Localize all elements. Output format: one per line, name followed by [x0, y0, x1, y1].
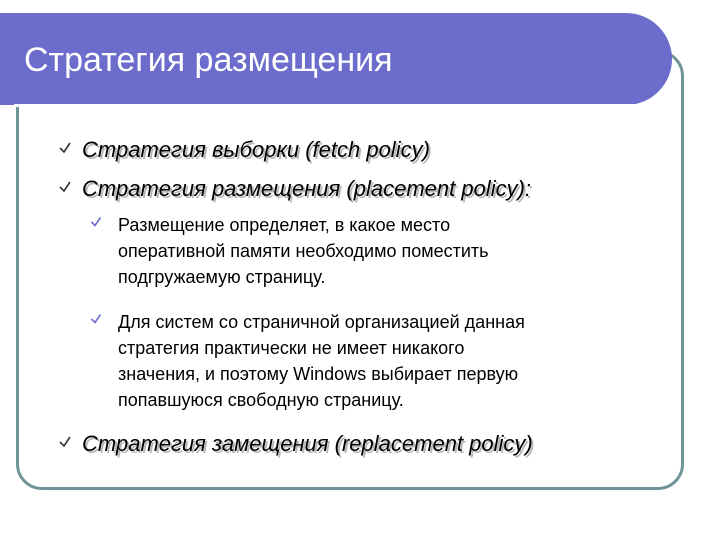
text-line: оперативной памяти необходимо поместить	[118, 241, 489, 261]
checkmark-icon	[90, 313, 102, 325]
bullet-fetch-policy-text: Стратегия выборки (fetch policy)	[82, 137, 430, 162]
text-line: подгружаемую страницу.	[118, 267, 326, 287]
text-line: стратегия практически не имеет никакого	[118, 338, 465, 358]
checkmark-icon	[58, 435, 72, 449]
text-line: попавшуюся свободную страницу.	[118, 390, 404, 410]
slide-title: Стратегия размещения	[24, 41, 393, 79]
checkmark-icon	[90, 216, 102, 228]
checkmark-icon	[58, 180, 72, 194]
checkmark-icon	[58, 141, 72, 155]
bullet-placement-policy-text: Стратегия размещения (placement policy):	[82, 176, 532, 201]
text-line: значения, и поэтому Windows выбирает первую	[118, 364, 519, 384]
sub-bullet-windows-note-text	[118, 309, 678, 413]
sub-bullet-placement-definition-text	[118, 212, 678, 290]
bullet-replacement-policy-text: Стратегия замещения (replacement policy)	[82, 431, 533, 456]
text-line: Для систем со страничной организацией данная	[118, 312, 525, 332]
text-line: Размещение определяет, в какое место	[118, 215, 451, 235]
